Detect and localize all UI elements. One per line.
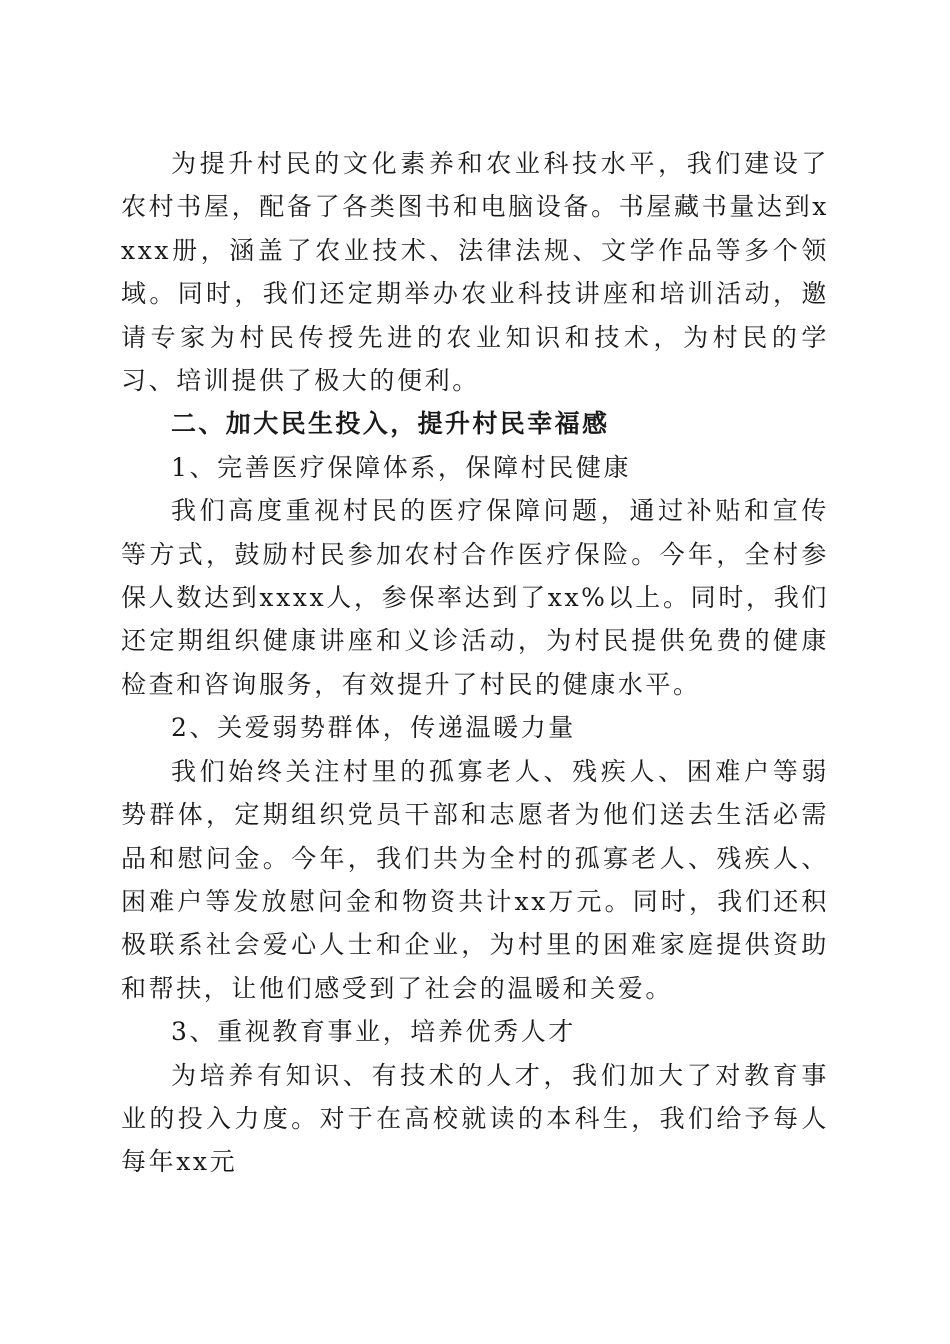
paragraph-education: 为培养有知识、有技术的人才，我们加大了对教育事业的投入力度。对于在高校就读的本科生，我们给予每人每年xx元 [121, 1060, 829, 1177]
section-heading-livelihood: 二、加大民生投入，提升村民幸福感 [171, 409, 610, 439]
paragraph-rural-library: 为提升村民的文化素养和农业科技水平，我们建设了农村书屋，配备了各类图书和电脑设备。书屋藏书量达到xxxx册，涵盖了农业技术、法律法规、文学作品等多个领域。同时，我们还定期举办农业科技讲座和培训活动，邀请专家为村民传授先进的农业知识和技术，为村民的学习、培训提供了极大的便利。 [121, 149, 829, 396]
document-body [121, 142, 829, 1184]
subheading-education: 3、重视教育事业，培养优秀人才 [171, 1017, 576, 1047]
subheading-vulnerable-groups: 2、关爱弱势群体，传递温暖力量 [171, 713, 576, 743]
subheading-medical: 1、完善医疗保障体系，保障村民健康 [171, 452, 632, 482]
paragraph-medical: 我们高度重视村民的医疗保障问题，通过补贴和宣传等方式，鼓励村民参加农村合作医疗保险。今年，全村参保人数达到xxxx人，参保率达到了xx%以上。同时，我们还定期组织健康讲座和义诊活动，为村民提供免费的健康检查和咨询服务，有效提升了村民的健康水平。 [121, 496, 829, 699]
paragraph-vulnerable-groups: 我们始终关注村里的孤寡老人、残疾人、困难户等弱势群体，定期组织党员干部和志愿者为他们送去生活必需品和慰问金。今年，我们共为全村的孤寡老人、残疾人、困难户等发放慰问金和物资共计xx万元。同时，我们还积极联系社会爱心人士和企业，为村里的困难家庭提供资助和帮扶，让他们感受到了社会的温暖和关爱。 [121, 756, 829, 1003]
